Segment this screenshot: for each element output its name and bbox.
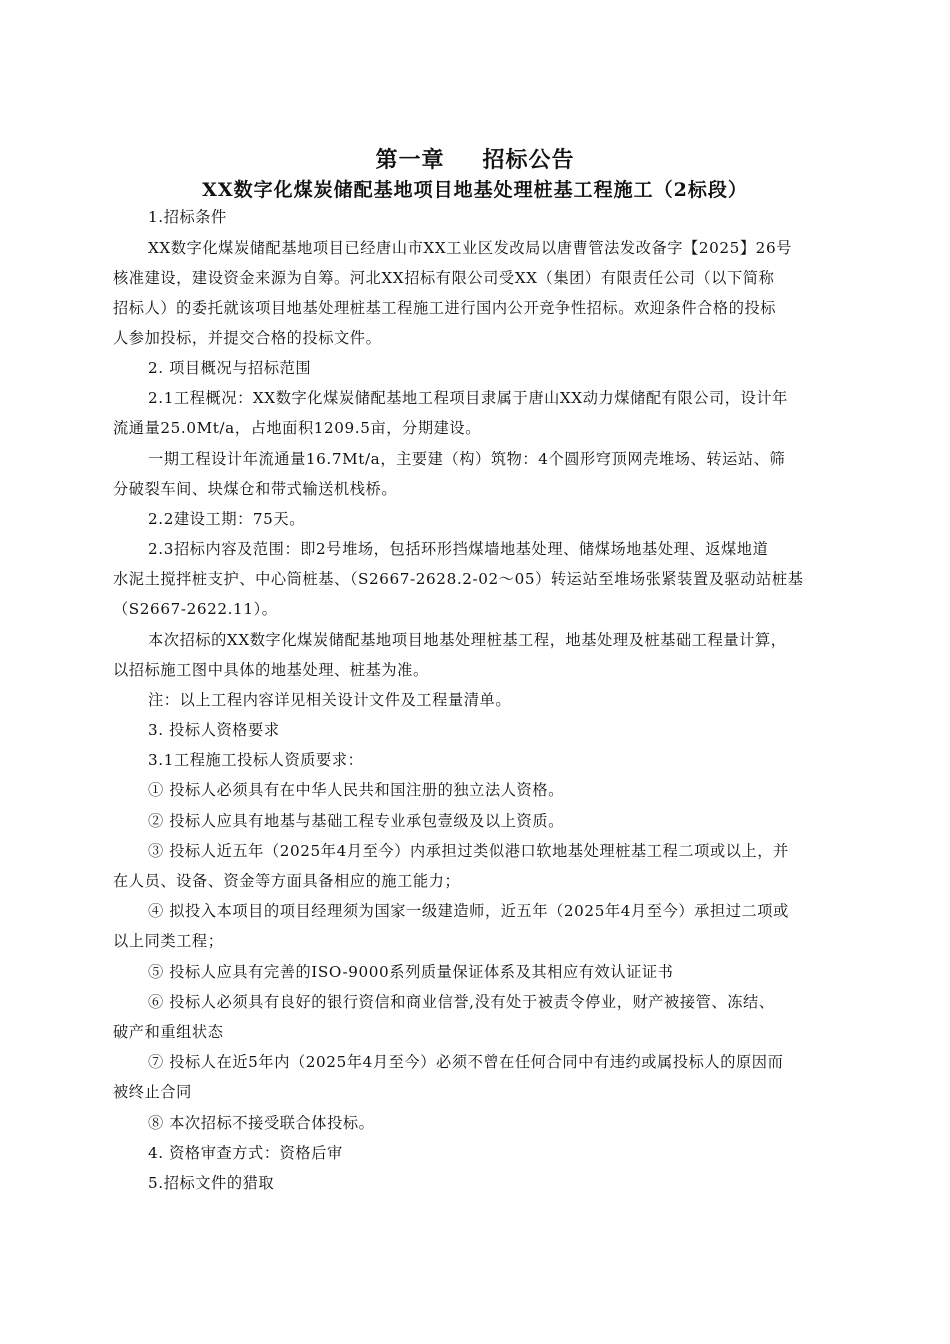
requirement-item: ② 投标人应具有地基与基础工程专业承包壹级及以上资质。 xyxy=(148,812,564,830)
paragraph-line: 2.2建设工期：75天。 xyxy=(148,510,305,528)
requirement-item-cont: 以上同类工程； xyxy=(113,932,224,950)
section-heading: 1.招标条件 xyxy=(148,208,227,226)
project-title: XX数字化煤炭储配基地项目地基处理桩基工程施工（2标段） xyxy=(202,179,748,201)
paragraph-line: 流通量25.0Mt/a，占地面积1209.5亩，分期建设。 xyxy=(113,419,481,437)
paragraph-line: 一期工程设计年流通量16.7Mt/a，主要建（构）筑物：4个圆形穹顶网壳堆场、转运站、筛 xyxy=(148,450,786,468)
note-line: 注：以上工程内容详见相关设计文件及工程量清单。 xyxy=(148,691,512,709)
requirement-item: ⑤ 投标人应具有完善的ISO-9000系列质量保证体系及其相应有效认证证书 xyxy=(148,963,674,981)
requirement-item-cont: 在人员、设备、资金等方面具备相应的施工能力； xyxy=(113,872,461,890)
section-heading: 5.招标文件的猎取 xyxy=(148,1174,275,1192)
requirement-item-cont: 被终止合同 xyxy=(113,1083,192,1101)
paragraph-line: 人参加投标，并提交合格的投标文件。 xyxy=(113,329,382,347)
paragraph-line: 2.1工程概况：XX数字化煤炭储配基地工程项目隶属于唐山XX动力煤储配有限公司，设计年 xyxy=(148,389,788,407)
requirement-item: ① 投标人必须具有在中华人民共和国注册的独立法人资格。 xyxy=(148,781,564,799)
subsection-heading: 3.1工程施工投标人资质要求： xyxy=(148,751,364,769)
requirement-item: ③ 投标人近五年（2025年4月至今）内承担过类似港口软地基处理桩基工程二项或以上，并 xyxy=(148,842,789,860)
paragraph-line: 2.3招标内容及范围：即2号堆场，包括环形挡煤墙地基处理、储煤场地基处理、返煤地道 xyxy=(148,540,769,558)
section-heading: 4. 资格审查方式：资格后审 xyxy=(148,1144,343,1162)
chapter-number: 第一章 xyxy=(375,147,445,173)
requirement-item: ⑥ 投标人必须具有良好的银行资信和商业信誉,没有处于被责令停业，财产被接管、冻结、 xyxy=(148,993,775,1011)
paragraph-line: 本次招标的XX数字化煤炭储配基地项目地基处理桩基工程，地基处理及桩基础工程量计算， xyxy=(148,631,787,649)
paragraph-line: 招标人）的委托就该项目地基处理桩基工程施工进行国内公开竞争性招标。欢迎条件合格的投标 xyxy=(113,299,777,317)
paragraph-line: 分破裂车间、块煤仓和带式输送机栈桥。 xyxy=(113,480,398,498)
requirement-item: ⑦ 投标人在近5年内（2025年4月至今）必须不曾在任何合同中有违约或属投标人的原因而 xyxy=(148,1053,784,1071)
requirement-item: ④ 拟投入本项目的项目经理须为国家一级建造师，近五年（2025年4月至今）承担过二项或 xyxy=(148,902,789,920)
paragraph-line: （S2667-2622.11）。 xyxy=(113,600,278,618)
section-heading: 3. 投标人资格要求 xyxy=(148,721,280,739)
chapter-title: 招标公告 xyxy=(482,147,575,173)
chapter-heading xyxy=(0,143,950,174)
paragraph-line: 核准建设，建设资金来源为自筹。河北XX招标有限公司受XX（集团）有限责任公司（以下简称 xyxy=(113,269,775,287)
paragraph-line: XX数字化煤炭储配基地项目已经唐山市XX工业区发改局以唐曹管法发改备字【2025】26号 xyxy=(148,239,792,257)
requirement-item-cont: 破产和重组状态 xyxy=(113,1023,224,1041)
section-heading: 2. 项目概况与招标范围 xyxy=(148,359,312,377)
paragraph-line: 以招标施工图中具体的地基处理、桩基为准。 xyxy=(113,661,429,679)
requirement-item: ⑧ 本次招标不接受联合体投标。 xyxy=(148,1114,375,1132)
paragraph-line: 水泥土搅拌桩支护、中心筒桩基、（S2667-2628.2-02～05）转运站至堆场张紧装置及驱动站桩基 xyxy=(113,570,804,588)
